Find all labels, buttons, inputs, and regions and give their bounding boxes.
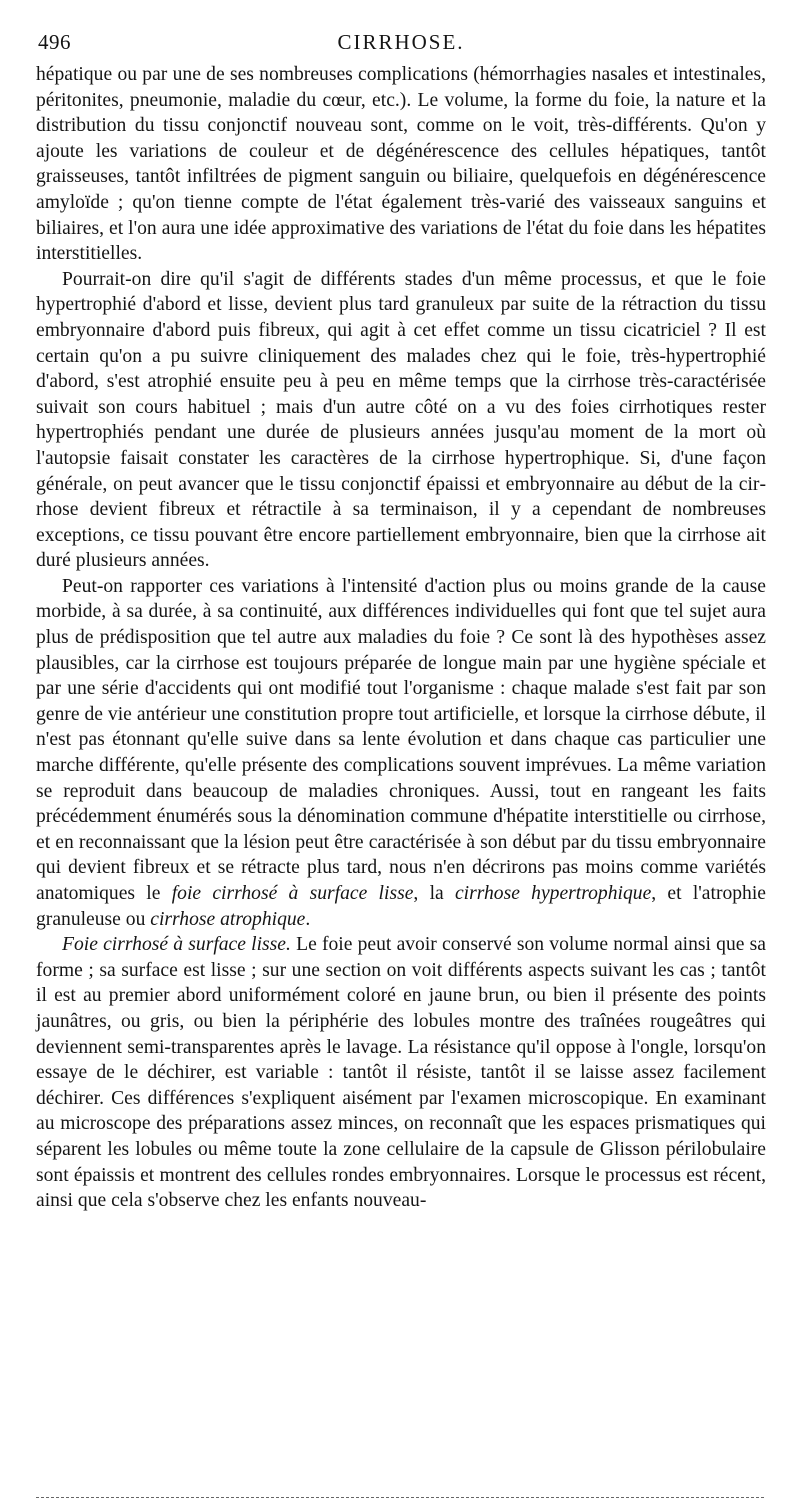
text-segment: hépatique ou par une de ses nombreuses complications (hémorrhagies nasales et intestinales, péritonites, pneumonie, maladie du cœur, etc.). Le volume, la forme du foie, la nature et la distribution du tissu conjonctif nouveau sont, comme on le voit, très-différents. Qu'on y ajoute les variations de couleur et de dégénérescence des cellules hépatiques, tantôt graisseuses, tantôt infiltrées de pigment sanguin ou biliaire, quelquefois en dégénérescence amyloïde ; qu'on tienne compte de l'état également très-varié des vaisseaux sanguins et biliaires, et l'on aura une idée approximative des variations de l'état du foie dans les hépatites interstitielles.	[36, 64, 766, 265]
italic-text-segment: Foie cirrhosé à surface lisse.	[62, 934, 291, 956]
footer-dotted-rule	[36, 1497, 764, 1498]
running-head: CIRRHOSE.	[337, 30, 465, 54]
paragraph-3	[36, 574, 766, 932]
italic-text-segment: foie cirrhosé à surface lisse	[171, 883, 414, 904]
page-header	[36, 30, 766, 62]
text-segment: , et l'atrophie granuleuse ou	[36, 883, 766, 930]
paragraph-1	[36, 62, 766, 267]
italic-text-segment: cirrhose atrophique	[150, 908, 306, 930]
text-segment: , la	[413, 883, 455, 904]
italic-text-segment: cirrhose hypertrophique	[454, 883, 652, 904]
body-text	[36, 62, 766, 1214]
text-segment: Peut-on rapporter ces variations à l'intensité d'action plus ou moins grande de la cause morbide, à sa durée, à sa continuité, aux différences individuelles qui font que tel sujet aura plus de prédisposition que tel autre aux maladies du foie ? Ce sont là des hypothèses assez plausibles, car la cirrhose est toujours préparée de longue main par une hygiène spéciale et par une série d'accidents qui ont modifié tout l'organisme : chaque malade s'est fait par son genre de vie antérieur une constitution propre tout artificielle, et lorsque la cirrhose débute, il n'est pas étonnant qu'elle suive dans sa lente évolution et dans chaque cas particulier une marche différente, qu'elle présente des complications souvent imprévues. La même variation se reproduit dans beaucoup de maladies chroniques. Aussi, tout en rangeant les faits précédemment énumérés sous la dénomination commune d'hépatite interstitielle ou cirrhose, et en reconnaissant que la lésion peut être caractérisée à son début par du tissu embryonnaire qui devient fibreux et se rétracte plus tard, nous n'en décrirons pas moins comme variétés anatomiques le	[36, 575, 766, 904]
text-segment: Le foie peut avoir conservé son volume normal ainsi que sa forme ; sa surface est lisse ; sur une section on voit différents aspects suivant les cas ; tantôt il est au premier abord uniformément coloré en jaune brun, ou bien il présente des points jaunâtres, ou gris, ou bien la périphérie des lobules montre des traînées rougeâtres qui deviennent semi-transparentes après le lavage. La résistance qu'il oppose à l'ongle, lorsqu'on essaye de le déchirer, est variable : tantôt il résiste, tantôt il se laisse assez facilement déchirer. Ces différences s'expliquent aisément par l'examen microscopique. En examinant au microscope des préparations assez minces, on reconnaît que les espaces prismatiques qui séparent les lobules ou même toute la zone cellulaire de la capsule de Glisson périlobulaire sont épaissis et montrent des cellules rondes embryonnaires. Lorsque le processus est récent, ainsi que cela s'observe chez les enfants nouveau-	[36, 934, 766, 1212]
text-segment: Pourrait-on dire qu'il s'agit de différents stades d'un même processus, et que le foie hypertrophié d'abord et lisse, devient plus tard granuleux par suite de la rétraction du tissu embryonnaire d'abord puis fibreux, qui agit à cet effet comme un tissu cicatriciel ? Il est certain qu'on a pu suivre cliniquement des malades chez qui le foie, très-hypertrophié d'abord, s'est atrophié ensuite peu à peu en même temps que la cirrhose très-caractérisée suivait son cours habituel ; mais d'un autre côté on a vu des foies cirrhotiques rester hypertrophiés pendant une durée de plusieurs années jusqu'au moment de la mort où l'autopsie faisait constater les caractères de la cirrhose hypertrophique. Si, d'une façon générale, on peut avancer que le tissu conjonctif épaissi et embryonnaire au début de la cirrhose devient fibreux et rétractile à sa terminaison, il y a cependant de nombreuses exceptions, ce tissu pouvant être encore partiellement embryonnaire, bien que la cirrhose ait duré plusieurs années.	[36, 268, 766, 572]
paragraph-4	[36, 932, 766, 1214]
text-segment: .	[305, 908, 311, 930]
page-number: 496	[38, 30, 71, 54]
paragraph-2	[36, 267, 766, 574]
